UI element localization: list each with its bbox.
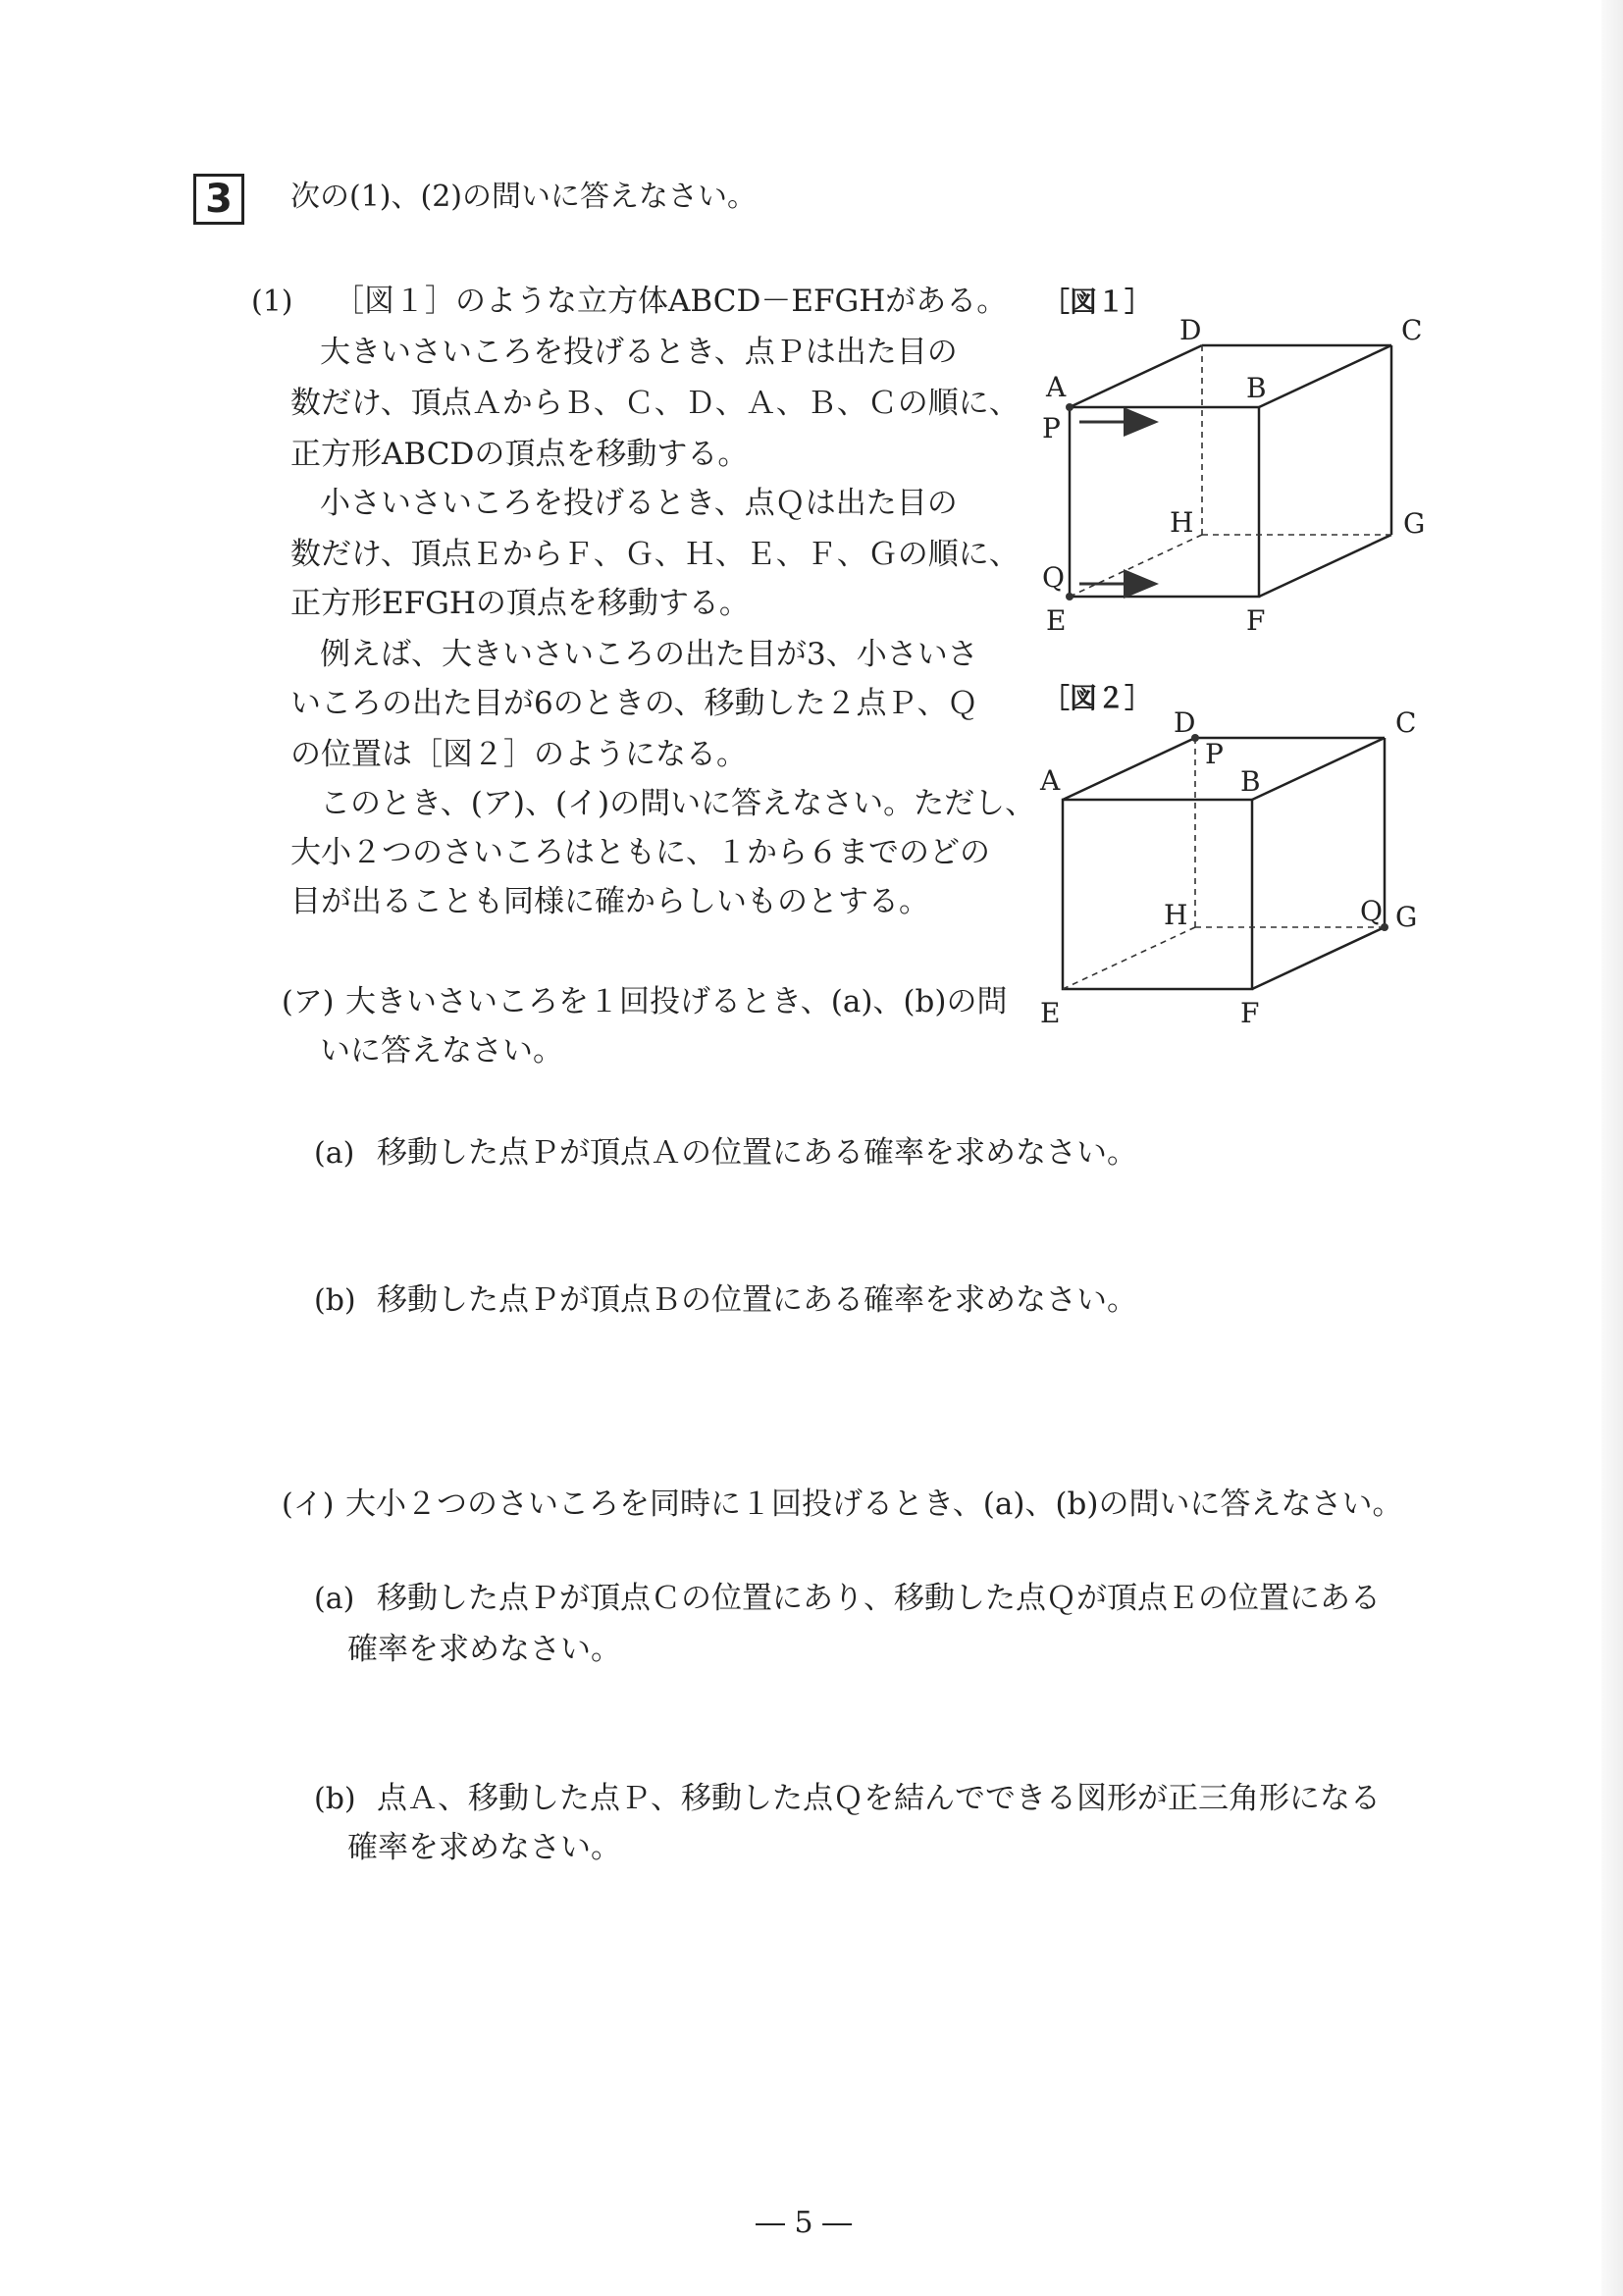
figure2-label-a: A	[1040, 764, 1061, 797]
sub-a-b-marker: (b)	[314, 1283, 356, 1318]
figure1-hidden-edge-eh	[1070, 535, 1202, 597]
part1-marker: (1)	[251, 285, 293, 319]
figure1-label-b: B	[1246, 372, 1267, 404]
sub-a-b-text: 移動した点Ｐが頂点Ｂの位置にある確率を求めなさい。	[377, 1282, 1137, 1318]
figure2-edge-ad	[1063, 738, 1195, 800]
figure2-label-e: E	[1040, 997, 1061, 1029]
question-number-box: 3	[193, 174, 244, 225]
figure2-label-p: P	[1205, 738, 1224, 770]
page-number: ― 5 ―	[756, 2206, 853, 2240]
figure2-label-d: D	[1174, 706, 1196, 739]
sub-a-line: いに答えなさい。	[320, 1033, 563, 1069]
figure1-label-q: Q	[1042, 561, 1065, 594]
figure1-edge-fg	[1259, 535, 1391, 597]
part1-line: 小さいさいころを投げるとき、点Ｑは出た目の	[320, 486, 958, 521]
sub-i-line: 大小２つのさいころを同時に１回投げるとき、(a)、(b)の問いに答えなさい。	[345, 1487, 1403, 1522]
part1-line: 数だけ、頂点ＥからＦ、Ｇ、Ｈ、Ｅ、Ｆ、Ｇの順に、	[290, 537, 1020, 572]
figure1-cube	[1021, 304, 1452, 648]
sub-i-marker: (イ)	[282, 1487, 335, 1522]
part1-line: 目が出ることも同様に確からしいものとする。	[290, 884, 929, 919]
part1-line: ［図１］のような立方体ABCD－EFGHがある。	[334, 284, 1008, 319]
part1-line: 正方形EFGHの頂点を移動する。	[290, 586, 750, 621]
figure2-edge-fg	[1252, 927, 1385, 989]
part1-line: 例えば、大きいさいころの出た目が3、小さいさ	[320, 637, 978, 672]
figure1-edge-ad	[1070, 345, 1202, 407]
figure2-label-b: B	[1240, 765, 1261, 798]
sub-i-b-marker: (b)	[314, 1782, 356, 1816]
part1-line: 大小２つのさいころはともに、１から６までのどの	[290, 835, 990, 870]
figure2-cube	[1021, 702, 1452, 1040]
figure1-label-p: P	[1042, 412, 1061, 444]
sub-i-b-line: 点Ａ、移動した点Ｐ、移動した点Ｑを結んでできる図形が正三角形になる	[377, 1781, 1381, 1816]
figure1-label-d: D	[1179, 314, 1202, 346]
sub-a-a-text: 移動した点Ｐが頂点Ａの位置にある確率を求めなさい。	[377, 1135, 1137, 1171]
figure1-point-p	[1066, 403, 1073, 411]
figure2-title: ［図２］	[1042, 682, 1153, 714]
figure1-title: ［図１］	[1042, 286, 1153, 318]
figure1-label-c: C	[1401, 314, 1423, 346]
figure1-label-g: G	[1403, 507, 1426, 540]
figure1-label-f: F	[1246, 604, 1266, 637]
figure2-label-g: G	[1395, 901, 1418, 933]
figure1-label-h: H	[1170, 506, 1194, 539]
sub-i-b-line: 確率を求めなさい。	[347, 1830, 621, 1865]
figure1-label-e: E	[1046, 604, 1067, 637]
figure1-point-q	[1066, 593, 1073, 600]
sub-a-a-marker: (a)	[314, 1136, 355, 1171]
figure2-hidden-edge-eh	[1063, 927, 1195, 989]
question-instruction: 次の(1)、(2)の問いに答えなさい。	[290, 180, 757, 214]
sub-a-line: 大きいさいころを１回投げるとき、(a)、(b)の問	[345, 984, 1008, 1019]
part1-line: 数だけ、頂点ＡからＢ、Ｃ、Ｄ、Ａ、Ｂ、Ｃの順に、	[290, 386, 1020, 421]
figure1-label-a: A	[1046, 371, 1067, 403]
sub-i-a-line: 確率を求めなさい。	[347, 1632, 621, 1667]
figure2-label-h: H	[1164, 899, 1188, 931]
sub-i-a-line: 移動した点Ｐが頂点Ｃの位置にあり、移動した点Ｑが頂点Ｅの位置にある	[377, 1581, 1381, 1616]
part1-line: の位置は［図２］のようになる。	[290, 737, 747, 772]
figure2-front-face	[1063, 800, 1252, 989]
figure2-label-c: C	[1395, 706, 1417, 739]
part1-line: いころの出た目が6のときの、移動した２点Ｐ、Ｑ	[290, 686, 978, 721]
part1-line: 正方形ABCDの頂点を移動する。	[290, 437, 749, 472]
sub-i-a-marker: (a)	[314, 1582, 355, 1616]
figure2-edge-bc	[1252, 738, 1385, 800]
part1-line: 大きいさいころを投げるとき、点Ｐは出た目の	[320, 335, 958, 370]
figure2-label-f: F	[1240, 997, 1260, 1029]
sub-a-marker: (ア)	[282, 985, 335, 1019]
part1-line: このとき、(ア)、(イ)の問いに答えなさい。ただし、	[320, 786, 1036, 821]
figure2-label-q: Q	[1360, 895, 1383, 927]
page-edge-shadow	[1601, 0, 1623, 2296]
figure1-front-face	[1070, 407, 1259, 597]
figure1-edge-bc	[1259, 345, 1391, 407]
